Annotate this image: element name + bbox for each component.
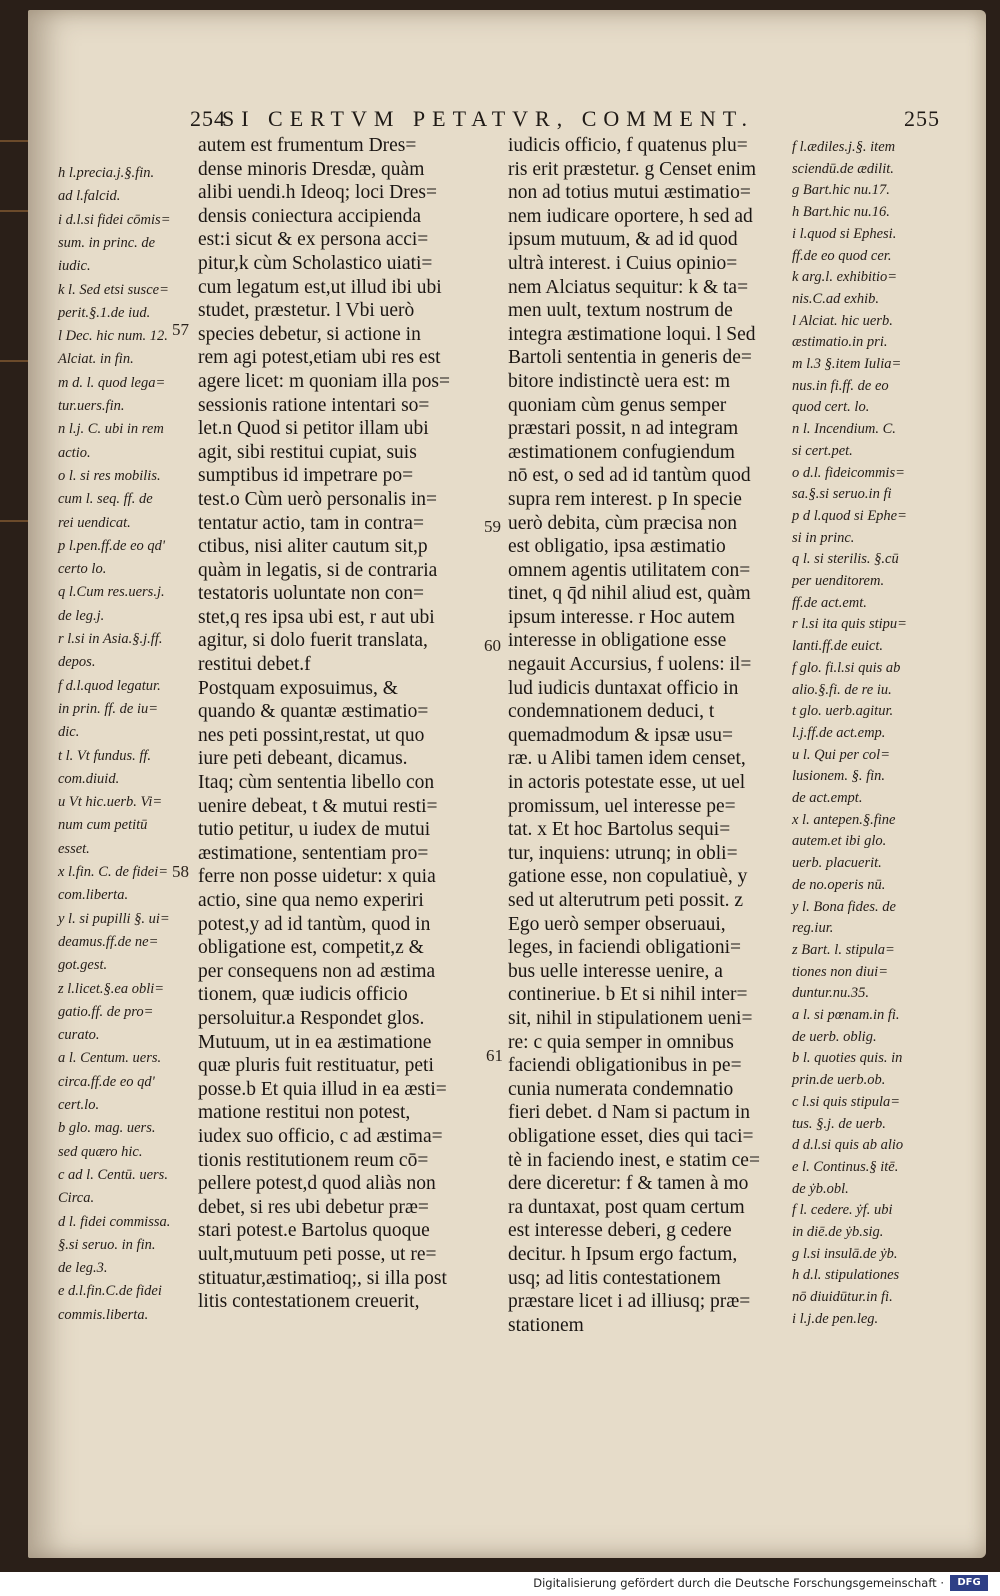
marginal-note: certo lo. [58, 561, 107, 578]
marginal-note: sed quæro hic. [58, 1143, 143, 1160]
marginal-note: de leg.3. [58, 1260, 108, 1277]
text-line: præstari possit, n ad integram [508, 418, 739, 440]
marginal-note: ff.de act.emt. [792, 594, 867, 611]
text-line: bus uelle interesse uenire, a [508, 960, 723, 982]
text-line: integra æstimatione loqui. l Sed [508, 323, 756, 345]
marginal-note: n l. Incendium. C. [792, 421, 896, 438]
text-line: uerò debita, cùm præcisa non [508, 512, 738, 534]
marginal-note: sa.§.si seruo.in fi [792, 486, 892, 503]
marginal-note: p d l.quod si Ephe= [792, 507, 907, 524]
text-line: quando & quantæ æstimatio= [198, 701, 429, 723]
page-number-right: 255 [904, 106, 940, 131]
text-line: alibi uendi.h Ideoq; loci Dres= [198, 182, 437, 204]
marginal-note: æstimatio.in pri. [792, 334, 888, 351]
marginal-note: nis.C.ad exhib. [792, 290, 879, 307]
marginal-note: u Vt hic.uerb. Vi= [58, 794, 163, 811]
marginal-note: f glo. fi.l.si quis ab [792, 659, 901, 676]
marginal-note: f l.ædiles.j.§. item [792, 139, 896, 155]
marginal-note: f d.l.quod legatur. [58, 677, 161, 694]
text-line: persoluitur.a Respondet glos. [198, 1007, 425, 1029]
marginal-note: in diē.de ẏb.sig. [792, 1224, 884, 1240]
marginal-note: o d.l. fideicommis= [792, 464, 905, 481]
margin-number: 57 [172, 320, 189, 339]
marginal-note: tiones non diui= [792, 963, 888, 980]
marginal-note: l Dec. hic num. 12. [58, 328, 168, 345]
text-line: stituatur,æstimatioq;, si illa post [198, 1267, 447, 1289]
marginal-note: cum l. seq. ff. de [58, 491, 153, 508]
margin-number: 58 [172, 862, 189, 881]
page-number-left: 254 [190, 106, 226, 131]
marginal-note: i l.quod si Ephesi. [792, 225, 897, 242]
footer-bar [0, 1572, 1000, 1596]
marginal-note: cert.lo. [58, 1097, 100, 1113]
text-line: debet, si res ubi debetur præ= [198, 1196, 429, 1218]
text-line: fieri debet. d Nam si pactum in [508, 1102, 751, 1124]
text-line: tè in faciendo inest, e statim ce= [508, 1149, 760, 1171]
text-line: tur, inquiens: utrunq; in obli= [508, 842, 738, 864]
marginal-note: b l. quoties quis. in [792, 1050, 903, 1067]
marginal-note: de leg.j. [58, 607, 105, 624]
text-line: litis contestationem creuerit, [198, 1291, 420, 1313]
text-line: æstimationem confugiendum [508, 441, 735, 463]
marginal-note: h d.l. stipulationes [792, 1267, 900, 1284]
marginal-note: p l.pen.ff.de eo qd' [58, 537, 165, 554]
text-line: supra rem interest. p In specie [508, 488, 742, 510]
text-line: quemadmodum & ipsæ usu= [508, 724, 733, 746]
text-line: decitur. h Ipsum ergo factum, [508, 1243, 738, 1265]
text-line: interesse in obligatione esse [508, 630, 727, 652]
marginal-note: b glo. mag. uers. [58, 1120, 156, 1137]
text-line: Postquam exposuimus, & [198, 677, 398, 699]
text-line: studet, præstetur. l Vbi uerò [198, 300, 415, 322]
text-line: ris erit præstetur. g Censet enim [508, 158, 757, 180]
marginal-note: got.gest. [58, 957, 108, 974]
marginal-note: x l.fin. C. de fidei= [58, 864, 169, 880]
marginal-note: prin.de uerb.ob. [792, 1072, 886, 1089]
text-line: dere diceretur: f & tamen à mo [508, 1173, 749, 1195]
text-line: sed ut alterutrum peti possit. z [508, 890, 744, 911]
marginal-note: e d.l.fin.C.de fidei [58, 1283, 162, 1300]
marginal-note: m l.3 §.item Iulia= [792, 356, 902, 372]
text-line: omnem agentis utilitatem con= [508, 559, 751, 581]
marginal-note: q l.Cum res.uers.j. [58, 584, 165, 601]
text-line: sit, nihil in stipulationem ueni= [508, 1007, 753, 1029]
text-line: gatione esse, non copulatiuè, y [508, 866, 748, 888]
marginal-note: Circa. [58, 1190, 95, 1207]
marginal-note: c l.si quis stipula= [792, 1093, 901, 1110]
marginal-note: l Alciat. hic uerb. [792, 312, 893, 329]
marginal-note: depos. [58, 654, 96, 671]
marginal-note: actio. [58, 444, 91, 461]
marginal-note: r l.si ita quis stipu= [792, 616, 907, 633]
marginal-note: autem.et ibi glo. [792, 833, 887, 850]
text-line: Itaq; cùm sententia libello con [198, 772, 435, 794]
marginal-note: ff.de eo quod cer. [792, 247, 892, 264]
marginal-note: de act.empt. [792, 790, 863, 806]
text-line: ræ. u Alibi tamen idem censet, [508, 748, 746, 770]
text-line: Bartoli sententia in generis de= [508, 347, 752, 369]
marginal-note: si cert.pet. [792, 442, 853, 459]
text-line: let.n Quod si petitor illam ubi [198, 418, 429, 440]
text-line: matione restitui non potest, [198, 1102, 411, 1124]
marginal-note: duntur.nu.35. [792, 985, 869, 1002]
text-line: actio, sine qua nemo experiri [198, 890, 424, 911]
marginal-note: alio.§.fi. de re iu. [792, 681, 892, 698]
marginal-note: f l. cedere. ẏf. ubi [792, 1202, 893, 1219]
text-column-left [198, 134, 483, 1314]
margin-number: 60 [484, 636, 501, 655]
text-line: tat. x Et hoc Bartolus sequi= [508, 819, 731, 841]
marginal-note: num cum petitū [58, 817, 148, 834]
text-line: stationem [508, 1314, 584, 1336]
margin-number: 61 [486, 1046, 503, 1065]
marginal-note: uerb. placuerit. [792, 855, 882, 872]
marginal-note: g Bart.hic nu.17. [792, 182, 890, 199]
marginal-note: m d. l. quod lega= [58, 374, 166, 391]
text-line: iure peti debeant, dicamus. [198, 748, 408, 770]
marginal-note: lanti.ff.de euict. [792, 638, 884, 655]
text-line: posse.b Et quia illud in ea æsti= [198, 1078, 447, 1100]
marginal-note: com.liberta. [58, 887, 129, 904]
text-line: stari potest.e Bartolus quoque [198, 1220, 430, 1242]
dfg-logo-icon: DFG [950, 1575, 988, 1591]
text-line: iudex suo officio, c ad æstima= [198, 1125, 443, 1147]
text-line: Mutuum, ut in ea æstimatione [198, 1031, 432, 1053]
text-line: Ego uerò semper obseruaui, [508, 913, 726, 935]
text-line: pitur,k cùm Scholastico uiati= [198, 252, 433, 274]
text-line: nem iudicare oportere, h sed ad [508, 205, 753, 227]
text-line: leges, in faciendi obligationi= [508, 937, 742, 959]
marginal-note: sciendū.de ædilit. [792, 160, 894, 177]
text-line: quoniam cùm genus semper [508, 394, 727, 416]
marginal-note: quod cert. lo. [792, 399, 870, 416]
running-header [190, 106, 940, 132]
text-line: tinet, q q̄d nihil aliud est, quàm [508, 583, 751, 605]
marginal-note: dic. [58, 724, 80, 741]
marginal-note: r l.si in Asia.§.j.ff. [58, 631, 163, 647]
marginal-note: a l. Centum. uers. [58, 1050, 162, 1067]
text-line: nes peti possint,restat, ut quo [198, 724, 425, 746]
marginal-note: sum. in princ. de [58, 234, 156, 251]
marginal-note: g l.si insulā.de ẏb. [792, 1245, 898, 1262]
marginal-note: n l.j. C. ubi in rem [58, 421, 164, 438]
marginal-note: k l. Sed etsi susce= [58, 281, 169, 298]
text-line: ferre non posse uidetur: x quia [198, 866, 436, 888]
marginal-note: deamus.ff.de ne= [58, 933, 159, 950]
text-line: quæ pluris fuit restituatur, peti [198, 1055, 434, 1077]
text-line: agitur, si dolo fuerit translata, [198, 630, 428, 652]
text-line: iudicis officio, f quatenus plu= [508, 135, 748, 156]
text-line: cum legatum est,ut illud ibi ubi [198, 276, 442, 298]
text-line: non ad totius mutui æstimatio= [508, 182, 751, 204]
marginal-note: a l. si pœnam.in fi. [792, 1007, 900, 1023]
marginal-note: h Bart.hic nu.16. [792, 204, 890, 221]
marginal-note: t glo. uerb.agitur. [792, 703, 894, 720]
marginal-note: z Bart. l. stipula= [792, 941, 895, 958]
marginal-note: commis.liberta. [58, 1306, 149, 1323]
text-line: ra duntaxat, post quam certum [508, 1196, 745, 1218]
marginal-note: de uerb. oblig. [792, 1028, 877, 1045]
text-line: rem agi potest,etiam ubi res est [198, 347, 441, 369]
text-line: tionis restitutionem reum cō= [198, 1149, 429, 1171]
text-line: est:i sicut & ex persona acci= [198, 229, 429, 251]
text-line: usq; ad litis contestationem [508, 1267, 721, 1289]
text-column-right [508, 134, 798, 1337]
text-line: potest,y ad id tantùm, quod in [198, 913, 431, 935]
text-line: dense minoris Dresdæ, quàm [198, 158, 425, 180]
text-line: pellere potest,d quod aliàs non [198, 1173, 436, 1195]
text-line: uult,mutuum peti posse, ut re= [198, 1243, 437, 1265]
marginal-note: d l. fidei commissa. [58, 1213, 171, 1230]
text-line: obligatione est, competit,z & [198, 937, 424, 959]
marginal-note: t l. Vt fundus. ff. [58, 747, 152, 764]
marginal-note: esset. [58, 840, 90, 857]
text-line: promissum, uel interesse pe= [508, 795, 736, 817]
text-line: tutio petitur, u iudex de mutui [198, 819, 431, 841]
text-line: testatoris uoluntate non con= [198, 583, 424, 605]
marginal-note: z l.licet.§.ea obli= [58, 980, 165, 997]
text-line: stet,q res ipsa ubi est, r aut ubi [198, 606, 435, 628]
marginal-note: u l. Qui per col= [792, 746, 890, 763]
marginal-note: nus.in fi.ff. de eo [792, 377, 889, 394]
text-line: præstare licet i ad illiusq; præ= [508, 1291, 751, 1313]
text-line: contineriue. b Et si nihil inter= [508, 984, 748, 1006]
text-line: cunia numerata condemnatio [508, 1078, 734, 1100]
marginal-note: in prin. ff. de iu= [58, 700, 159, 717]
marginal-note: nō diuidūtur.in fi. [792, 1289, 893, 1306]
marginal-note: de ẏb.obl. [792, 1180, 849, 1197]
text-line: agit, sibi restitui cupiat, suis [198, 441, 417, 463]
marginal-note: i d.l.si fidei cōmis= [58, 211, 171, 228]
marginal-note: y l. si pupilli §. ui= [58, 910, 170, 927]
text-line: tentatur actio, tam in contra= [198, 512, 424, 534]
text-line: obligatione esset, dies qui taci= [508, 1125, 754, 1147]
text-line: sessionis ratione intentari so= [198, 394, 430, 416]
marginal-note: curato. [58, 1027, 100, 1044]
running-title: SI CERTVM PETATVR, COMMENT. [222, 106, 755, 131]
text-line: ipsum mutuum, & ad id quod [508, 229, 738, 251]
text-line: ctibus, nisi aliter cautum sit,p [198, 536, 428, 558]
marginal-note: k arg.l. exhibitio= [792, 269, 898, 286]
marginal-note: q l. si sterilis. §.cū [792, 551, 899, 568]
marginal-note: de no.operis nū. [792, 876, 886, 893]
marginal-note: circa.ff.de eo qd' [58, 1073, 155, 1090]
marginal-note: c ad l. Centū. uers. [58, 1166, 168, 1183]
text-line: restitui debet.f [198, 654, 311, 676]
text-line: est obligatio, ipsa æstimatio [508, 536, 726, 558]
marginal-note: lusionem. §. fin. [792, 768, 886, 785]
text-line: species debetur, si actione in [198, 323, 421, 345]
marginal-note: iudic. [58, 258, 91, 275]
text-line: in actoris potestate esse, ut uel [508, 772, 746, 794]
text-line: ultrà interest. i Cuius opinio= [508, 252, 738, 274]
marginal-note: rei uendicat. [58, 514, 131, 531]
text-line: men uult, textum nostrum de [508, 300, 733, 322]
text-line: lud iudicis duntaxat officio in [508, 677, 739, 699]
marginal-note: y l. Bona fides. de [792, 898, 896, 915]
marginal-note: l.j.ff.de act.emp. [792, 724, 886, 741]
text-line: agere licet: m quoniam illa pos= [198, 370, 450, 392]
marginal-note: gatio.ff. de pro= [58, 1003, 154, 1020]
text-line: negauit Accursius, f uolens: il= [508, 654, 752, 676]
text-line: ipsum interesse. r Hoc autem [508, 606, 735, 628]
text-line: tionem, quæ iudicis officio [198, 984, 408, 1006]
text-line: test.o Cùm uerò personalis in= [198, 488, 438, 510]
text-line: nō est, o sed ad id tantùm quod [508, 465, 751, 487]
text-line: condemnationem deduci, t [508, 701, 715, 723]
marginal-note: §.si seruo. in fin. [58, 1236, 156, 1253]
text-line: sumptibus id impetrare po= [198, 465, 414, 487]
text-line: autem est frumentum Dres= [198, 135, 417, 156]
text-line: nem Alciatus sequitur: k & ta= [508, 276, 749, 298]
text-line: quàm in legatis, si de contraria [198, 559, 438, 581]
text-line: faciendi obligationibus in pe= [508, 1055, 742, 1077]
marginal-note: tur.uers.fin. [58, 398, 125, 414]
text-line: æstimatione, sententiam pro= [198, 842, 429, 864]
marginal-note: tus. §.j. de uerb. [792, 1115, 886, 1132]
marginal-note: e l. Continus.§ itē. [792, 1158, 899, 1175]
marginal-note: si in princ. [792, 529, 855, 546]
marginal-note: x l. antepen.§.fine [792, 811, 896, 828]
text-line: est interesse deberi, g cedere [508, 1220, 732, 1242]
marginal-note: d d.l.si quis ab alio [792, 1137, 904, 1154]
text-line: uenire debeat, t & mutui resti= [198, 795, 438, 817]
text-line: per consequens non ad æstima [198, 960, 436, 982]
text-line: densis coniectura accipienda [198, 205, 422, 227]
marginal-note: o l. si res mobilis. [58, 467, 161, 484]
marginal-note: reg.iur. [792, 920, 834, 937]
marginal-note: per uenditorem. [792, 573, 885, 589]
marginal-note: Alciat. in fin. [58, 351, 134, 368]
marginal-note: perit.§.1.de iud. [58, 304, 151, 321]
marginal-note: com.diuid. [58, 770, 120, 787]
margin-number: 59 [484, 517, 501, 536]
marginal-note: h l.precia.j.§.fin. [58, 165, 155, 181]
text-line: bitore indistinctè uera est: m [508, 370, 731, 392]
marginal-note: ad l.falcid. [58, 188, 121, 205]
text-line: re: c quia semper in omnibus [508, 1031, 734, 1053]
marginal-note: i l.j.de pen.leg. [792, 1310, 879, 1327]
footer-credit: Digitalisierung gefördert durch die Deutsche Forschungsgemeinschaft · [533, 1576, 944, 1590]
